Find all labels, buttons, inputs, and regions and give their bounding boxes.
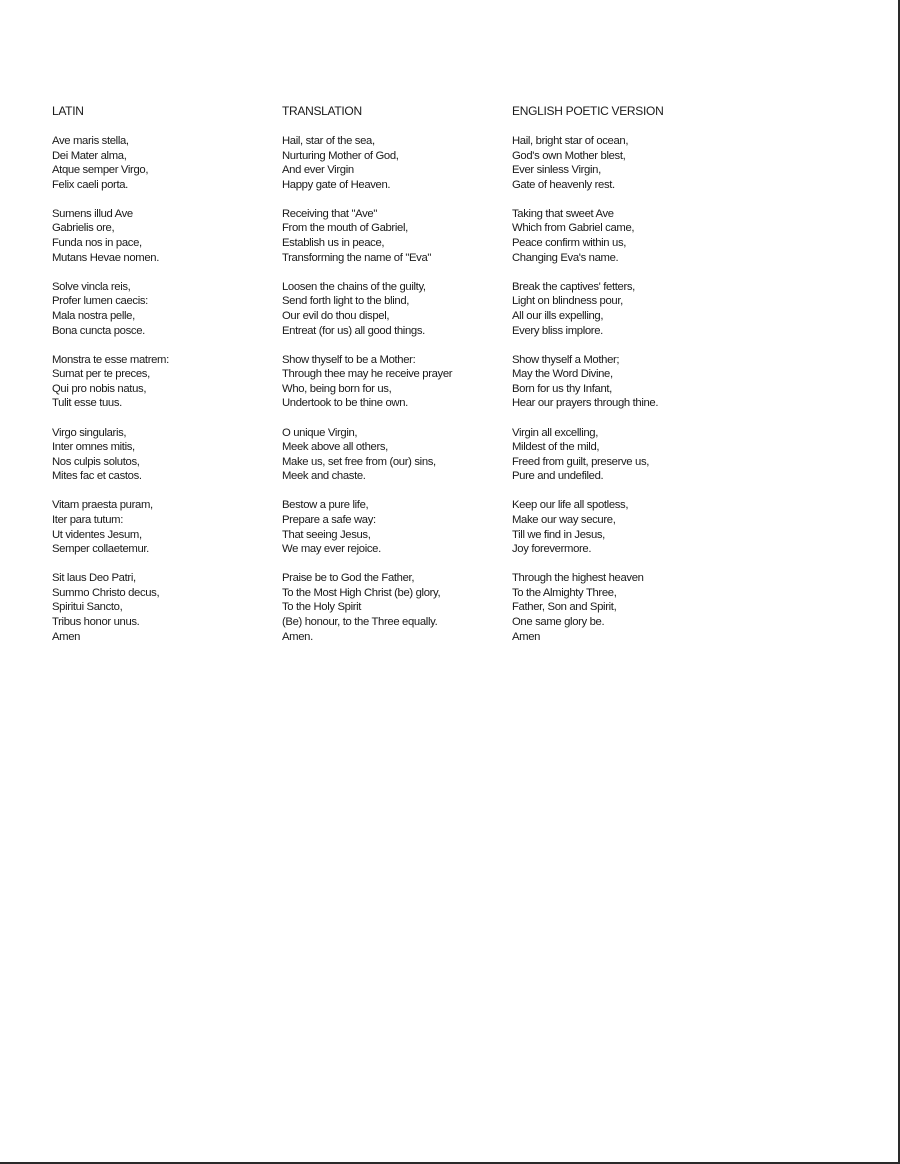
verse-line: Peace confirm within us, bbox=[512, 237, 627, 250]
verse-line: Bona cuncta posce. bbox=[52, 324, 145, 337]
verse-line: Amen. bbox=[282, 630, 313, 643]
verse-line: (Be) honour, to the Three equally. bbox=[282, 616, 438, 629]
verse-line: Transforming the name of "Eva" bbox=[282, 251, 432, 264]
verse-line: Through the highest heaven bbox=[512, 572, 644, 585]
verse-line: Sumens illud Ave bbox=[52, 207, 133, 220]
verse-line: Tribus honor unus. bbox=[52, 616, 140, 629]
verse-line: Ave maris stella, bbox=[52, 135, 129, 147]
verse-line: Through thee may he receive prayer bbox=[282, 368, 453, 381]
stanza-list bbox=[282, 134, 502, 644]
verse-line: Receiving that "Ave" bbox=[282, 207, 378, 220]
verse-line: Keep our life all spotless, bbox=[512, 499, 629, 512]
poetic-version-column bbox=[512, 104, 732, 659]
verse-line: Meek above all others, bbox=[282, 441, 388, 454]
verse-line: Make our way secure, bbox=[512, 513, 616, 526]
verse-line: God's own Mother blest, bbox=[512, 149, 626, 162]
verse-line: Dei Mater alma, bbox=[52, 149, 127, 162]
translation-column bbox=[282, 104, 502, 659]
stanza bbox=[52, 207, 272, 265]
verse-line: Spiritui Sancto, bbox=[52, 601, 123, 614]
verse-line: Freed from guilt, preserve us, bbox=[512, 455, 650, 468]
verse-line: Who, being born for us, bbox=[282, 382, 392, 395]
verse-line: Joy forevermore. bbox=[512, 543, 592, 556]
stanza bbox=[512, 280, 732, 338]
verse-line: Praise be to God the Father, bbox=[282, 572, 415, 585]
verse-line: Make us, set free from (our) sins, bbox=[282, 455, 436, 468]
verse-line: Profer lumen caecis: bbox=[52, 295, 148, 308]
verse-line: Solve vincla reis, bbox=[52, 280, 131, 293]
verse-line: Virgin all excelling, bbox=[512, 426, 599, 439]
verse-line: Amen bbox=[52, 630, 81, 643]
verse-line: Mala nostra pelle, bbox=[52, 309, 135, 322]
verse-line: Semper collaetemur. bbox=[52, 543, 149, 556]
verse-line: And ever Virgin bbox=[282, 164, 354, 177]
stanza bbox=[512, 571, 732, 644]
column-header: ENGLISH POETIC VERSION bbox=[512, 104, 664, 118]
verse-line: Hail, star of the sea, bbox=[282, 135, 375, 147]
verse-line: To the Almighty Three, bbox=[512, 586, 617, 599]
verse-line: Father, Son and Spirit, bbox=[512, 601, 617, 614]
verse-line: All our ills expelling, bbox=[512, 309, 604, 322]
verse-line: That seeing Jesus, bbox=[282, 528, 371, 541]
stanza bbox=[52, 571, 272, 644]
stanza-list bbox=[512, 134, 732, 644]
stanza bbox=[512, 353, 732, 411]
verse-line: To the Most High Christ (be) glory, bbox=[282, 586, 441, 599]
verse-line: We may ever rejoice. bbox=[282, 543, 381, 556]
verse-line: One same glory be. bbox=[512, 616, 605, 629]
stanza bbox=[282, 426, 502, 484]
verse-line: Show thyself to be a Mother: bbox=[282, 353, 416, 366]
verse-line: Taking that sweet Ave bbox=[512, 207, 614, 220]
stanza bbox=[512, 426, 732, 484]
verse-line: Gate of heavenly rest. bbox=[512, 178, 615, 191]
stanza bbox=[282, 498, 502, 556]
stanza-list bbox=[52, 134, 272, 644]
stanza bbox=[52, 498, 272, 556]
verse-line: Pure and undefiled. bbox=[512, 470, 604, 483]
verse-line: Qui pro nobis natus, bbox=[52, 382, 147, 395]
verse-line: Felix caeli porta. bbox=[52, 178, 128, 191]
stanza bbox=[52, 134, 272, 192]
verse-line: Born for us thy Infant, bbox=[512, 382, 612, 395]
verse-line: Happy gate of Heaven. bbox=[282, 178, 391, 191]
verse-line: Amen bbox=[512, 630, 541, 643]
verse-line: Show thyself a Mother; bbox=[512, 353, 620, 366]
verse-line: Ut videntes Jesum, bbox=[52, 528, 142, 541]
verse-line: Mildest of the mild, bbox=[512, 441, 600, 454]
verse-line: Undertook to be thine own. bbox=[282, 397, 408, 410]
column-header: TRANSLATION bbox=[282, 104, 362, 118]
verse-line: Bestow a pure life, bbox=[282, 499, 369, 512]
verse-line: Mites fac et castos. bbox=[52, 470, 142, 483]
verse-line: Our evil do thou dispel, bbox=[282, 309, 390, 322]
verse-line: Light on blindness pour, bbox=[512, 295, 623, 308]
verse-line: Every bliss implore. bbox=[512, 324, 603, 337]
stanza bbox=[512, 207, 732, 265]
verse-line: Break the captives' fetters, bbox=[512, 280, 635, 293]
stanza bbox=[512, 134, 732, 192]
verse-line: Sumat per te preces, bbox=[52, 368, 150, 381]
verse-line: Prepare a safe way: bbox=[282, 513, 376, 526]
verse-line: Till we find in Jesus, bbox=[512, 528, 605, 541]
stanza bbox=[282, 571, 502, 644]
verse-line: Sit laus Deo Patri, bbox=[52, 572, 136, 585]
stanza bbox=[52, 353, 272, 411]
verse-line: Summo Christo decus, bbox=[52, 586, 160, 599]
verse-line: Inter omnes mitis, bbox=[52, 441, 135, 454]
verse-line: Establish us in peace, bbox=[282, 237, 385, 250]
verse-line: From the mouth of Gabriel, bbox=[282, 222, 408, 235]
stanza bbox=[282, 207, 502, 265]
verse-line: To the Holy Spirit bbox=[282, 601, 362, 614]
verse-line: Meek and chaste. bbox=[282, 470, 366, 483]
stanza bbox=[282, 353, 502, 411]
verse-line: Changing Eva's name. bbox=[512, 251, 619, 264]
verse-line: Virgo singularis, bbox=[52, 426, 127, 439]
verse-line: O unique Virgin, bbox=[282, 426, 358, 439]
verse-line: Ever sinless Virgin, bbox=[512, 164, 601, 177]
verse-line: Loosen the chains of the guilty, bbox=[282, 280, 426, 293]
verse-line: Monstra te esse matrem: bbox=[52, 353, 169, 366]
verse-line: Entreat (for us) all good things. bbox=[282, 324, 425, 337]
verse-line: Tulit esse tuus. bbox=[52, 397, 122, 410]
column-header: LATIN bbox=[52, 104, 84, 118]
stanza bbox=[512, 498, 732, 556]
verse-line: Hail, bright star of ocean, bbox=[512, 135, 629, 147]
latin-column bbox=[52, 104, 272, 659]
verse-line: Nos culpis solutos, bbox=[52, 455, 140, 468]
verse-line: Send forth light to the blind, bbox=[282, 295, 410, 308]
verse-line: Vitam praesta puram, bbox=[52, 499, 153, 512]
stanza bbox=[282, 134, 502, 192]
verse-line: Funda nos in pace, bbox=[52, 237, 142, 250]
verse-line: Nurturing Mother of God, bbox=[282, 149, 399, 162]
stanza bbox=[52, 280, 272, 338]
verse-line: Which from Gabriel came, bbox=[512, 222, 635, 235]
verse-line: Gabrielis ore, bbox=[52, 222, 115, 235]
verse-line: May the Word Divine, bbox=[512, 368, 613, 381]
stanza bbox=[52, 426, 272, 484]
verse-line: Hear our prayers through thine. bbox=[512, 397, 659, 410]
verse-line: Atque semper Virgo, bbox=[52, 164, 149, 177]
verse-line: Iter para tutum: bbox=[52, 513, 124, 526]
stanza bbox=[282, 280, 502, 338]
verse-line: Mutans Hevae nomen. bbox=[52, 251, 160, 264]
